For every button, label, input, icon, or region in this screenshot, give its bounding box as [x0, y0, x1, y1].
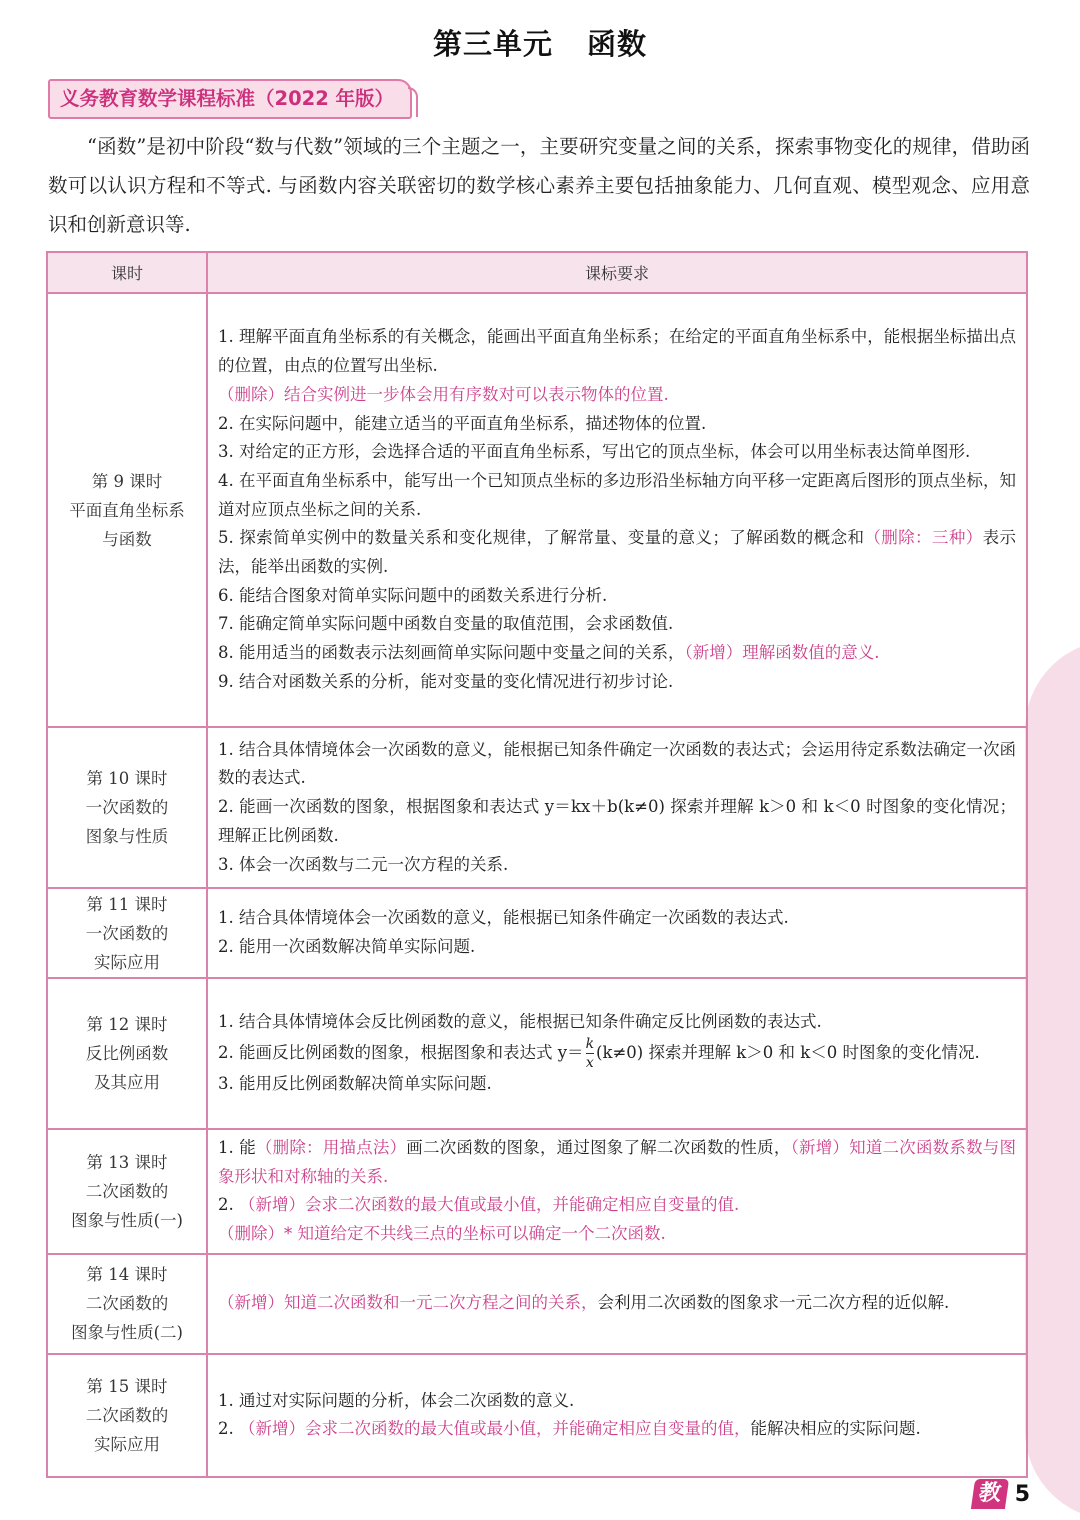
lesson-topic: 及其应用 [94, 1073, 160, 1092]
intro-paragraph: “函数”是初中阶段“数与代数”领域的三个主题之一，主要研究变量之间的关系，探索事物变化的规律，借助函数可以认识方程和不等式. 与函数内容关联密切的数学核心素养主要包括抽象能力、几何直观、模型观念、应用意识和创新意识等. [48, 135, 1030, 236]
requirement-text: 2. [218, 1419, 239, 1439]
table-row [47, 888, 1027, 978]
requirement-text: 3. 体会一次函数与二元一次方程的关系. [218, 854, 509, 874]
page-title [0, 22, 1080, 63]
requirement-text: 1. 结合具体情境体会一次函数的意义，能根据已知条件确定一次函数的表达式；会运用待定系数法确定一次函数的表达式. [218, 739, 1016, 788]
revision-note: （新增）知道二次函数系数与图象形状和对称轴的关系. [218, 1138, 1017, 1186]
revision-note: （删除：三种） [864, 528, 983, 548]
requirement-text: 1. 通过对实际问题的分析，体会二次函数的意义. [218, 1390, 575, 1410]
lesson-number: 第 15 课时 [86, 1376, 168, 1396]
requirement-text: 2. 能用一次函数解决简单实际问题. [218, 937, 476, 956]
requirement-text: 6. 能结合图象对简单实际问题中的函数关系进行分析. [218, 585, 608, 605]
requirement-text: 3. 对给定的正方形，会选择合适的平面直角坐标系，写出它的顶点坐标，体会可以用坐标表达简单图形. [218, 442, 971, 462]
requirement-item [218, 933, 1016, 962]
requirement-text: 7. 能确定简单实际问题中函数自变量的取值范围，会求函数值. [218, 614, 674, 634]
requirement-item [218, 410, 1016, 439]
requirement-item [218, 851, 1016, 880]
lesson-topic: 二次函数的 [85, 1181, 169, 1201]
requirement-text: 2. 能画一次函数的图象，根据图象和表达式 y＝kx＋b(k≠0) 探索并理解 k＞0 和 k＜0 时图象的变化情况；理解正比例函数. [218, 797, 1016, 845]
requirement-text: 1. 结合具体情境体会反比例函数的意义，能根据已知条件确定反比例函数的表达式. [218, 1012, 822, 1032]
requirement-text: 8. 能用适当的函数表示法刻画简单实际问题中变量之间的关系， [218, 643, 685, 663]
requirement-text: 4. 在平面直角坐标系中，能写出一个已知顶点坐标的多边形沿坐标轴方向平移一定距离后图形的顶点坐标，知道对应顶点坐标之间的关系. [218, 470, 1016, 519]
revision-note: （新增）理解函数值的意义. [684, 643, 880, 663]
teacher-edition-icon: 教 [971, 1479, 1009, 1509]
lesson-cell [47, 727, 207, 888]
revision-note: （新增）知道二次函数和一元二次方程之间的关系， [218, 1293, 598, 1313]
lesson-cell [47, 1254, 207, 1354]
requirement-item [218, 524, 1016, 581]
requirement-text: 画二次函数的图象，通过图象了解二次函数的性质， [406, 1138, 791, 1157]
requirement-item [218, 1070, 1016, 1099]
side-decoration [1025, 640, 1080, 1520]
requirement-text: 1. 能 [218, 1138, 256, 1157]
fraction [586, 1037, 594, 1070]
table-body [47, 293, 1027, 1477]
requirement-item [218, 467, 1016, 524]
table-row [47, 1354, 1027, 1477]
page-footer [973, 1479, 1030, 1509]
header-lesson: 课时 [47, 252, 207, 293]
requirements-cell [207, 1129, 1027, 1254]
requirement-text: 能解决相应的实际问题. [750, 1419, 921, 1439]
requirements-cell [207, 978, 1027, 1129]
revision-note: （删除）结合实例进一步体会用有序数对可以表示物体的位置. [218, 384, 669, 404]
requirements-cell [207, 1254, 1027, 1354]
requirement-text: 表示法，能举出函数的实例. [218, 528, 1017, 577]
header-requirements: 课标要求 [207, 252, 1027, 293]
requirement-text: 1. 理解平面直角坐标系的有关概念，能画出平面直角坐标系；在给定的平面直角坐标系中，能根据坐标描出点的位置，由点的位置写出坐标. [218, 327, 1016, 376]
lesson-topic: 二次函数的 [85, 1294, 169, 1314]
requirement-text: 2. 在实际问题中，能建立适当的平面直角坐标系，描述物体的位置. [218, 413, 707, 433]
table-row [47, 1129, 1027, 1254]
page-number: 5 [1014, 1481, 1030, 1507]
requirement-item [218, 1387, 1016, 1416]
requirement-item [218, 793, 1016, 850]
requirement-item [218, 1134, 1016, 1191]
lesson-topic: 反比例函数 [85, 1044, 169, 1063]
lesson-topic: 平面直角坐标系 [69, 500, 185, 520]
revision-note: （删除：用描点法） [255, 1138, 407, 1157]
requirement-text: 2. [218, 1195, 239, 1215]
table-row [47, 293, 1027, 727]
revision-note: （新增）会求二次函数的最大值或最小值，并能确定相应自变量的值， [239, 1419, 751, 1439]
requirement-text: 1. 结合具体情境体会一次函数的意义，能根据已知条件确定一次函数的表达式. [218, 908, 789, 928]
requirements-cell [207, 888, 1027, 978]
requirement-text: 2. 能画反比例函数的图象，根据图象和表达式 y＝ [218, 1043, 584, 1062]
lesson-number: 第 11 课时 [86, 894, 168, 914]
lesson-number: 第 12 课时 [86, 1015, 168, 1034]
requirement-text: 3. 能用反比例函数解决简单实际问题. [218, 1074, 492, 1093]
table-row [47, 727, 1027, 888]
requirement-item [218, 610, 1016, 639]
lesson-topic: 与函数 [102, 529, 152, 549]
lesson-number: 第 9 课时 [91, 471, 163, 491]
requirement-item [218, 736, 1016, 793]
lesson-topic: 实际应用 [94, 1434, 160, 1454]
fraction-numerator: k [585, 1036, 595, 1052]
lesson-topic: 图象与性质 [85, 827, 169, 846]
requirement-item [218, 582, 1016, 611]
lesson-topic: 一次函数的 [85, 798, 169, 817]
requirements-cell [207, 293, 1027, 727]
curriculum-standard-label: 义务教育数学课程标准（2022 年版） [48, 79, 412, 119]
lesson-topic: 图象与性质(一) [71, 1210, 183, 1230]
requirement-item [218, 904, 1016, 933]
unit-topic: 函数 [587, 27, 648, 61]
lesson-number: 第 13 课时 [86, 1152, 168, 1172]
lesson-cell [47, 978, 207, 1129]
table-row [47, 978, 1027, 1129]
lesson-topic: 二次函数的 [85, 1405, 169, 1425]
requirement-item [218, 1415, 1016, 1444]
requirement-item [218, 438, 1016, 467]
revision-note: （删除）* 知道给定不共线三点的坐标可以确定一个二次函数. [218, 1224, 666, 1244]
curriculum-table [46, 251, 1028, 1478]
requirement-text: 5. 探索简单实例中的数量关系和变化规律，了解常量、变量的意义；了解函数的概念和 [218, 528, 865, 548]
lesson-topic: 图象与性质(二) [71, 1323, 183, 1343]
fraction-denominator: x [585, 1055, 594, 1071]
requirement-item [218, 1289, 1016, 1318]
lesson-cell [47, 888, 207, 978]
unit-number: 第三单元 [432, 27, 553, 61]
lesson-topic: 一次函数的 [85, 923, 169, 943]
lesson-cell [47, 1354, 207, 1477]
lesson-number: 第 10 课时 [86, 769, 168, 788]
requirement-text: 会利用二次函数的图象求一元二次方程的近似解. [597, 1293, 950, 1313]
requirement-item [218, 381, 1016, 410]
requirement-text: (k≠0) 探索并理解 k＞0 和 k＜0 时图象的变化情况. [596, 1043, 980, 1062]
requirement-item [218, 639, 1016, 668]
lesson-number: 第 14 课时 [86, 1265, 168, 1285]
requirement-text: 9. 结合对函数关系的分析，能对变量的变化情况进行初步讨论. [218, 671, 674, 691]
requirement-item [218, 1008, 1016, 1037]
revision-note: （新增）会求二次函数的最大值或最小值，并能确定相应自变量的值. [239, 1195, 740, 1215]
requirements-cell [207, 727, 1027, 888]
requirement-item [218, 1191, 1016, 1220]
requirement-item [218, 1220, 1016, 1249]
lesson-cell [47, 1129, 207, 1254]
requirement-item [218, 668, 1016, 697]
table-row [47, 1254, 1027, 1354]
lesson-cell [47, 293, 207, 727]
requirement-item [218, 323, 1016, 380]
requirement-item [218, 1037, 1016, 1070]
requirements-cell [207, 1354, 1027, 1477]
table-header-row [47, 252, 1027, 293]
lesson-topic: 实际应用 [94, 952, 160, 972]
